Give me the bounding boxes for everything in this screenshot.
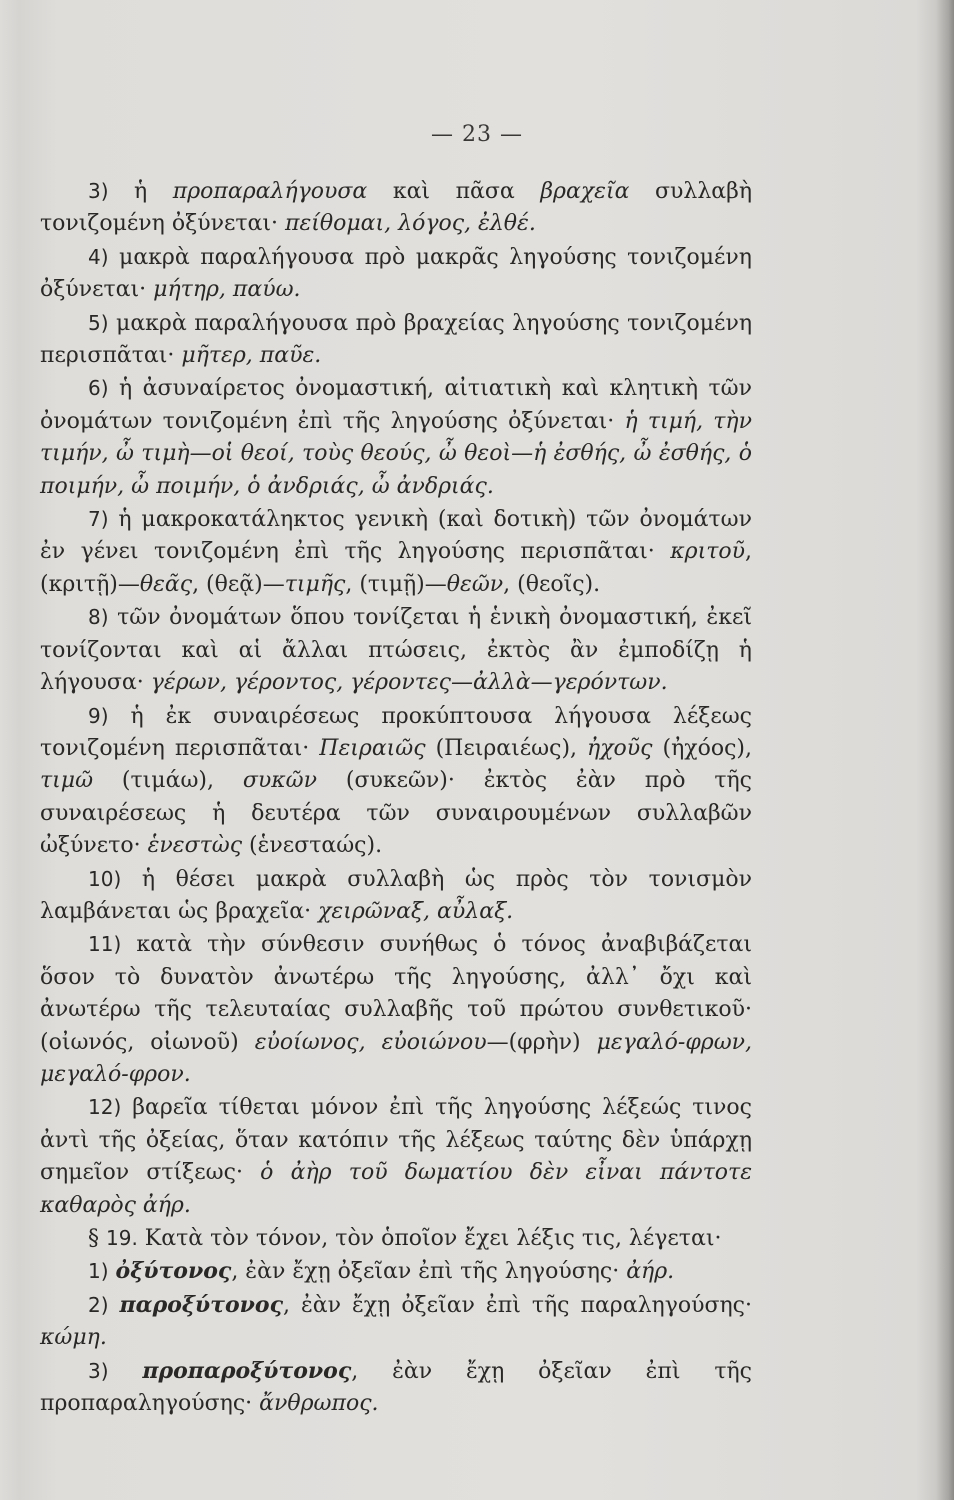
page-edge-shadow	[936, 0, 954, 1500]
paragraph-rule-9: 9) ἡ ἐκ συναιρέσεως προκύπτουσα λήγουσα λέξεως τονιζομένη περισπᾶται· Πειραιῶς (Πειραιέως), ἠχοῦς (ἠχόος), τιμῶ (τιμάω), συκῶν (συκεῶν)· ἐκτὸς ἐὰν πρὸ τῆς συναιρέσεως ἡ δευτέρα τῶν συναιρουμένων συλλαβῶν ὠξύνετο· ἑνεστὼς (ἑνεσταώς).	[40, 703, 752, 859]
term-paroxytone: 2) παροξύτονος, ἐὰν ἔχῃ ὀξεῖαν ἐπὶ τῆς παραληγούσης· κώμη.	[40, 1291, 752, 1351]
paragraph-rule-5: 5) μακρὰ παραλήγουσα πρὸ βραχείας ληγούσης τονιζομένη περισπᾶται· μῆτερ, παῦε.	[40, 310, 752, 369]
paragraph-rule-4: 4) μακρὰ παραλήγουσα πρὸ μακρᾶς ληγούσης τονιζομένη ὀξύνεται· μήτηρ, παύω.	[40, 244, 752, 303]
paragraph-rule-11: 11) κατὰ τὴν σύνθεσιν συνήθως ὁ τόνος ἀναβιβάζεται ὅσον τὸ δυνατὸν ἀνωτέρω τῆς ληγούσης, ἀλλ᾽ ὄχι καὶ ἀνωτέρω τῆς τελευταίας συλλαβῆς τοῦ πρώτου συνθετικοῦ· (οἰωνός, οἰωνοῦ) εὐοίωνος, εὐοιώνου—(φρὴν) μεγαλό-φρων, μεγαλό-φρον.	[40, 932, 752, 1087]
paragraph-rule-7: 7) ἡ μακροκατάληκτος γενικὴ (καὶ δοτικὴ) τῶν ὀνομάτων ἐν γένει τονιζομένη ἐπὶ τῆς ληγούσης περισπᾶται· κριτοῦ, (κριτῇ)—θεᾶς, (θεᾷ)—τιμῆς, (τιμῇ)—θεῶν, (θεοῖς).	[40, 507, 752, 597]
paragraph-rule-3: 3) ἡ προπαραλήγουσα καὶ πᾶσα βραχεῖα συλλαβὴ τονιζομένη ὀξύνεται· πείθομαι, λόγος, ἐλθέ.	[40, 179, 753, 237]
body-text	[40, 175, 752, 1420]
term-proparoxytone: 3) προπαροξύτονος, ἐὰν ἔχῃ ὀξεῖαν ἐπὶ τῆς προπαραληγούσης· ἄνθρωπος.	[40, 1357, 752, 1417]
page-number: — 23 —	[431, 122, 523, 147]
paragraph-rule-8: 8) τῶν ὀνομάτων ὅπου τονίζεται ἡ ἑνικὴ ὀνομαστική, ἐκεῖ τονίζονται καὶ αἱ ἄλλαι πτώσεις, ἐκτὸς ἂν ἐμποδίζῃ ἡ λήγουσα· γέρων, γέροντος, γέροντες—ἀλλὰ—γερόντων.	[40, 605, 752, 696]
term-oxytone: 1) ὀξύτονος, ἐὰν ἔχῃ ὀξεῖαν ἐπὶ τῆς ληγούσης· ἀήρ.	[88, 1258, 675, 1285]
paragraph-rule-12: 12) βαρεῖα τίθεται μόνον ἐπὶ τῆς ληγούσης λέξεώς τινος ἀντὶ τῆς ὀξείας, ὅταν κατόπιν τῆς λέξεως ταύτης δὲν ὑπάρχῃ σημεῖον στίξεως· ὁ ἀὴρ τοῦ δωματίου δὲν εἶναι πάντοτε καθαρὸς ἀήρ.	[40, 1095, 752, 1218]
paragraph-rule-10: 10) ἡ θέσει μακρὰ συλλαβὴ ὡς πρὸς τὸν τονισμὸν λαμβάνεται ὡς βραχεῖα· χειρῶναξ, αὖλαξ.	[40, 866, 752, 924]
section-19-heading: § 19. Κατὰ τὸν τόνον, τὸν ὁποῖον ἔχει λέξις τις, λέγεται·	[88, 1226, 722, 1251]
paragraph-rule-6: 6) ἡ ἀσυναίρετος ὀνομαστική, αἰτιατικὴ καὶ κλητικὴ τῶν ὀνομάτων τονιζομένη ἐπὶ τῆς ληγούσης ὀξύνεται· ἡ τιμή, τὴν τιμήν, ὦ τιμὴ—οἱ θεοί, τοὺς θεούς, ὦ θεοὶ—ἡ ἐσθής, ὦ ἐσθής, ὁ ποιμήν, ὦ ποιμήν, ὁ ἀνδριάς, ὦ ἀνδριάς.	[40, 376, 752, 499]
